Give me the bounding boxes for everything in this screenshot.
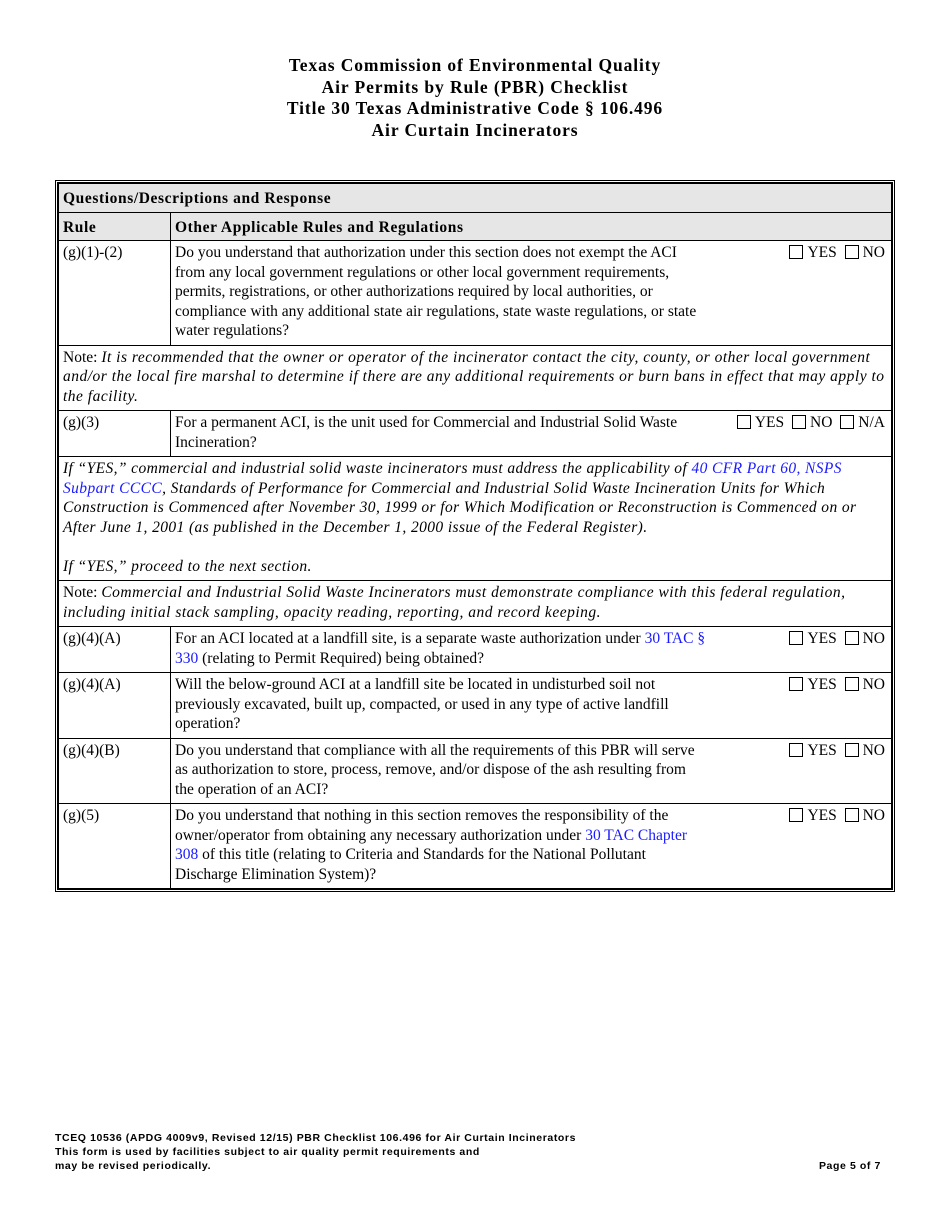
question-row bbox=[59, 411, 892, 457]
yes-label: YES bbox=[807, 630, 837, 647]
response-options bbox=[789, 675, 887, 734]
question-cell bbox=[171, 738, 892, 804]
yes-checkbox[interactable] bbox=[737, 415, 751, 429]
question-cell bbox=[171, 673, 892, 739]
section-header-row bbox=[59, 184, 892, 213]
response-options bbox=[789, 243, 887, 341]
yes-label: YES bbox=[807, 244, 837, 261]
info-tail: , Standards of Performance for Commercial and Industrial Solid Waste Incineration Units for Which Construction is Commenced after November 30, 1999 or for Which Modification or Reconstruction is Commenced on or After June 1, 2001 (as published in the December 1, 2000 issue of the Federal Register). bbox=[63, 479, 857, 536]
checklist-title: Air Permits by Rule (PBR) Checklist bbox=[321, 76, 629, 97]
rule-cell: (g)(5) bbox=[59, 804, 171, 889]
question-text: Will the below-ground ACI at a landfill site be located in undisturbed soil not previously excavated, built up, compacted, or used in any type of active landfill operation? bbox=[175, 676, 669, 732]
na-checkbox[interactable] bbox=[840, 415, 854, 429]
response-options bbox=[789, 629, 887, 668]
no-label: NO bbox=[862, 741, 885, 759]
note-prefix: Note: bbox=[63, 348, 102, 366]
nsps-link[interactable]: 40 CFR Part 60, NSPS Subpart CCCC bbox=[63, 460, 842, 497]
yes-label: YES bbox=[807, 741, 837, 759]
no-checkbox[interactable] bbox=[845, 245, 859, 259]
code-title: Title 30 Texas Administrative Code § 106.496 bbox=[286, 98, 664, 118]
yes-checkbox[interactable] bbox=[789, 677, 803, 691]
checklist-table bbox=[58, 183, 892, 889]
note-row bbox=[59, 581, 892, 627]
yes-checkbox[interactable] bbox=[789, 631, 803, 645]
yes-label: YES bbox=[807, 676, 837, 693]
no-checkbox[interactable] bbox=[792, 415, 806, 429]
form-usage-note: This form is used by facilities subject to air quality permit requirements and bbox=[55, 1146, 480, 1158]
page-number: Page 5 of 7 bbox=[818, 1160, 881, 1172]
rule-cell: (g)(3) bbox=[59, 411, 171, 457]
question-cell bbox=[171, 241, 892, 346]
response-options bbox=[789, 741, 887, 800]
yes-label: YES bbox=[807, 807, 837, 824]
info-row bbox=[59, 457, 892, 581]
question-cell bbox=[171, 627, 892, 673]
tac-308-link[interactable]: 30 TAC Chapter 308 bbox=[175, 826, 687, 863]
question-text bbox=[175, 629, 707, 668]
rule-cell: (g)(4)(B) bbox=[59, 738, 171, 804]
checklist-table-frame bbox=[55, 180, 895, 892]
info-cell bbox=[59, 457, 892, 581]
no-label: NO bbox=[862, 630, 885, 647]
no-checkbox[interactable] bbox=[845, 677, 859, 691]
no-label: NO bbox=[862, 807, 885, 824]
question-text-end: of this title (relating to Criteria and Standards for the National Pollutant Discharge Elimination System)? bbox=[175, 846, 646, 883]
column-header-rule: Rule bbox=[59, 212, 171, 241]
document-header bbox=[0, 55, 950, 141]
question-text-start: Do you understand that nothing in this section removes the responsibility of the owner/operator from obtaining any necessary authorization under bbox=[175, 807, 669, 844]
question-text-end: (relating to Permit Required) being obtained? bbox=[198, 649, 485, 667]
yes-checkbox[interactable] bbox=[789, 743, 803, 757]
no-label: NO bbox=[810, 414, 833, 431]
question-row bbox=[59, 673, 892, 739]
document-footer bbox=[55, 1131, 881, 1173]
rule-cell: (g)(1)-(2) bbox=[59, 241, 171, 346]
na-label: N/A bbox=[858, 414, 885, 431]
question-text: Do you understand that compliance with all the requirements of this PBR will serve as authorization to store, process, remove, and/or dispose of the ash resulting from the operation of an ACI? bbox=[175, 741, 695, 798]
note-cell bbox=[59, 345, 892, 411]
question-text bbox=[175, 806, 707, 884]
column-header-row bbox=[59, 212, 892, 241]
note-text: Commercial and Industrial Solid Waste Incinerators must demonstrate compliance with this federal regulation, including initial stack sampling, opacity reading, reporting, and record keeping. bbox=[63, 584, 846, 621]
rule-cell: (g)(4)(A) bbox=[59, 627, 171, 673]
question-row bbox=[59, 241, 892, 346]
note-cell bbox=[59, 581, 892, 627]
yes-label: YES bbox=[754, 414, 785, 431]
subject-title: Air Curtain Incinerators bbox=[371, 119, 579, 140]
response-options bbox=[737, 413, 887, 452]
no-label: NO bbox=[862, 244, 885, 261]
question-cell bbox=[171, 804, 892, 889]
question-text: For a permanent ACI, is the unit used for Commercial and Industrial Solid Waste Incineration? bbox=[175, 414, 678, 451]
question-text: Do you understand that authorization under this section does not exempt the ACI from any local government regulations or other local government requirements, permits, registrations, or other authorizations required by local authorities, or compliance with any additional state air regulations, state waste regulations, or state water regulations? bbox=[175, 244, 697, 339]
no-checkbox[interactable] bbox=[845, 743, 859, 757]
form-revision-note: may be revised periodically. bbox=[55, 1160, 212, 1172]
no-checkbox[interactable] bbox=[845, 631, 859, 645]
rule-cell: (g)(4)(A) bbox=[59, 673, 171, 739]
form-id: TCEQ 10536 (APDG 4009v9, Revised 12/15) PBR Checklist 106.496 for Air Curtain Incinerators bbox=[55, 1132, 577, 1144]
agency-title: Texas Commission of Environmental Quality bbox=[288, 55, 662, 75]
question-row bbox=[59, 738, 892, 804]
note-text: It is recommended that the owner or operator of the incinerator contact the city, county, or other local government and/or the local fire marshal to determine if there are any additional requirements or burn bans in effect that may apply to the facility. bbox=[63, 348, 885, 405]
question-text-start: For an ACI located at a landfill site, is a separate waste authorization under bbox=[175, 630, 645, 647]
info-lead: If “YES,” commercial and industrial solid waste incinerators must address the applicability of bbox=[63, 460, 688, 477]
column-header-regulations: Other Applicable Rules and Regulations bbox=[171, 212, 892, 241]
note-row bbox=[59, 345, 892, 411]
proceed-text: If “YES,” proceed to the next section. bbox=[63, 557, 312, 575]
tac-330-link[interactable]: 30 TAC § 330 bbox=[175, 630, 706, 667]
no-label: NO bbox=[862, 676, 885, 693]
no-checkbox[interactable] bbox=[845, 808, 859, 822]
question-row bbox=[59, 627, 892, 673]
note-prefix: Note: bbox=[63, 584, 102, 601]
response-options bbox=[789, 806, 887, 884]
yes-checkbox[interactable] bbox=[789, 245, 803, 259]
yes-checkbox[interactable] bbox=[789, 808, 803, 822]
question-cell bbox=[171, 411, 892, 457]
section-title: Questions/Descriptions and Response bbox=[59, 184, 892, 213]
question-row bbox=[59, 804, 892, 889]
